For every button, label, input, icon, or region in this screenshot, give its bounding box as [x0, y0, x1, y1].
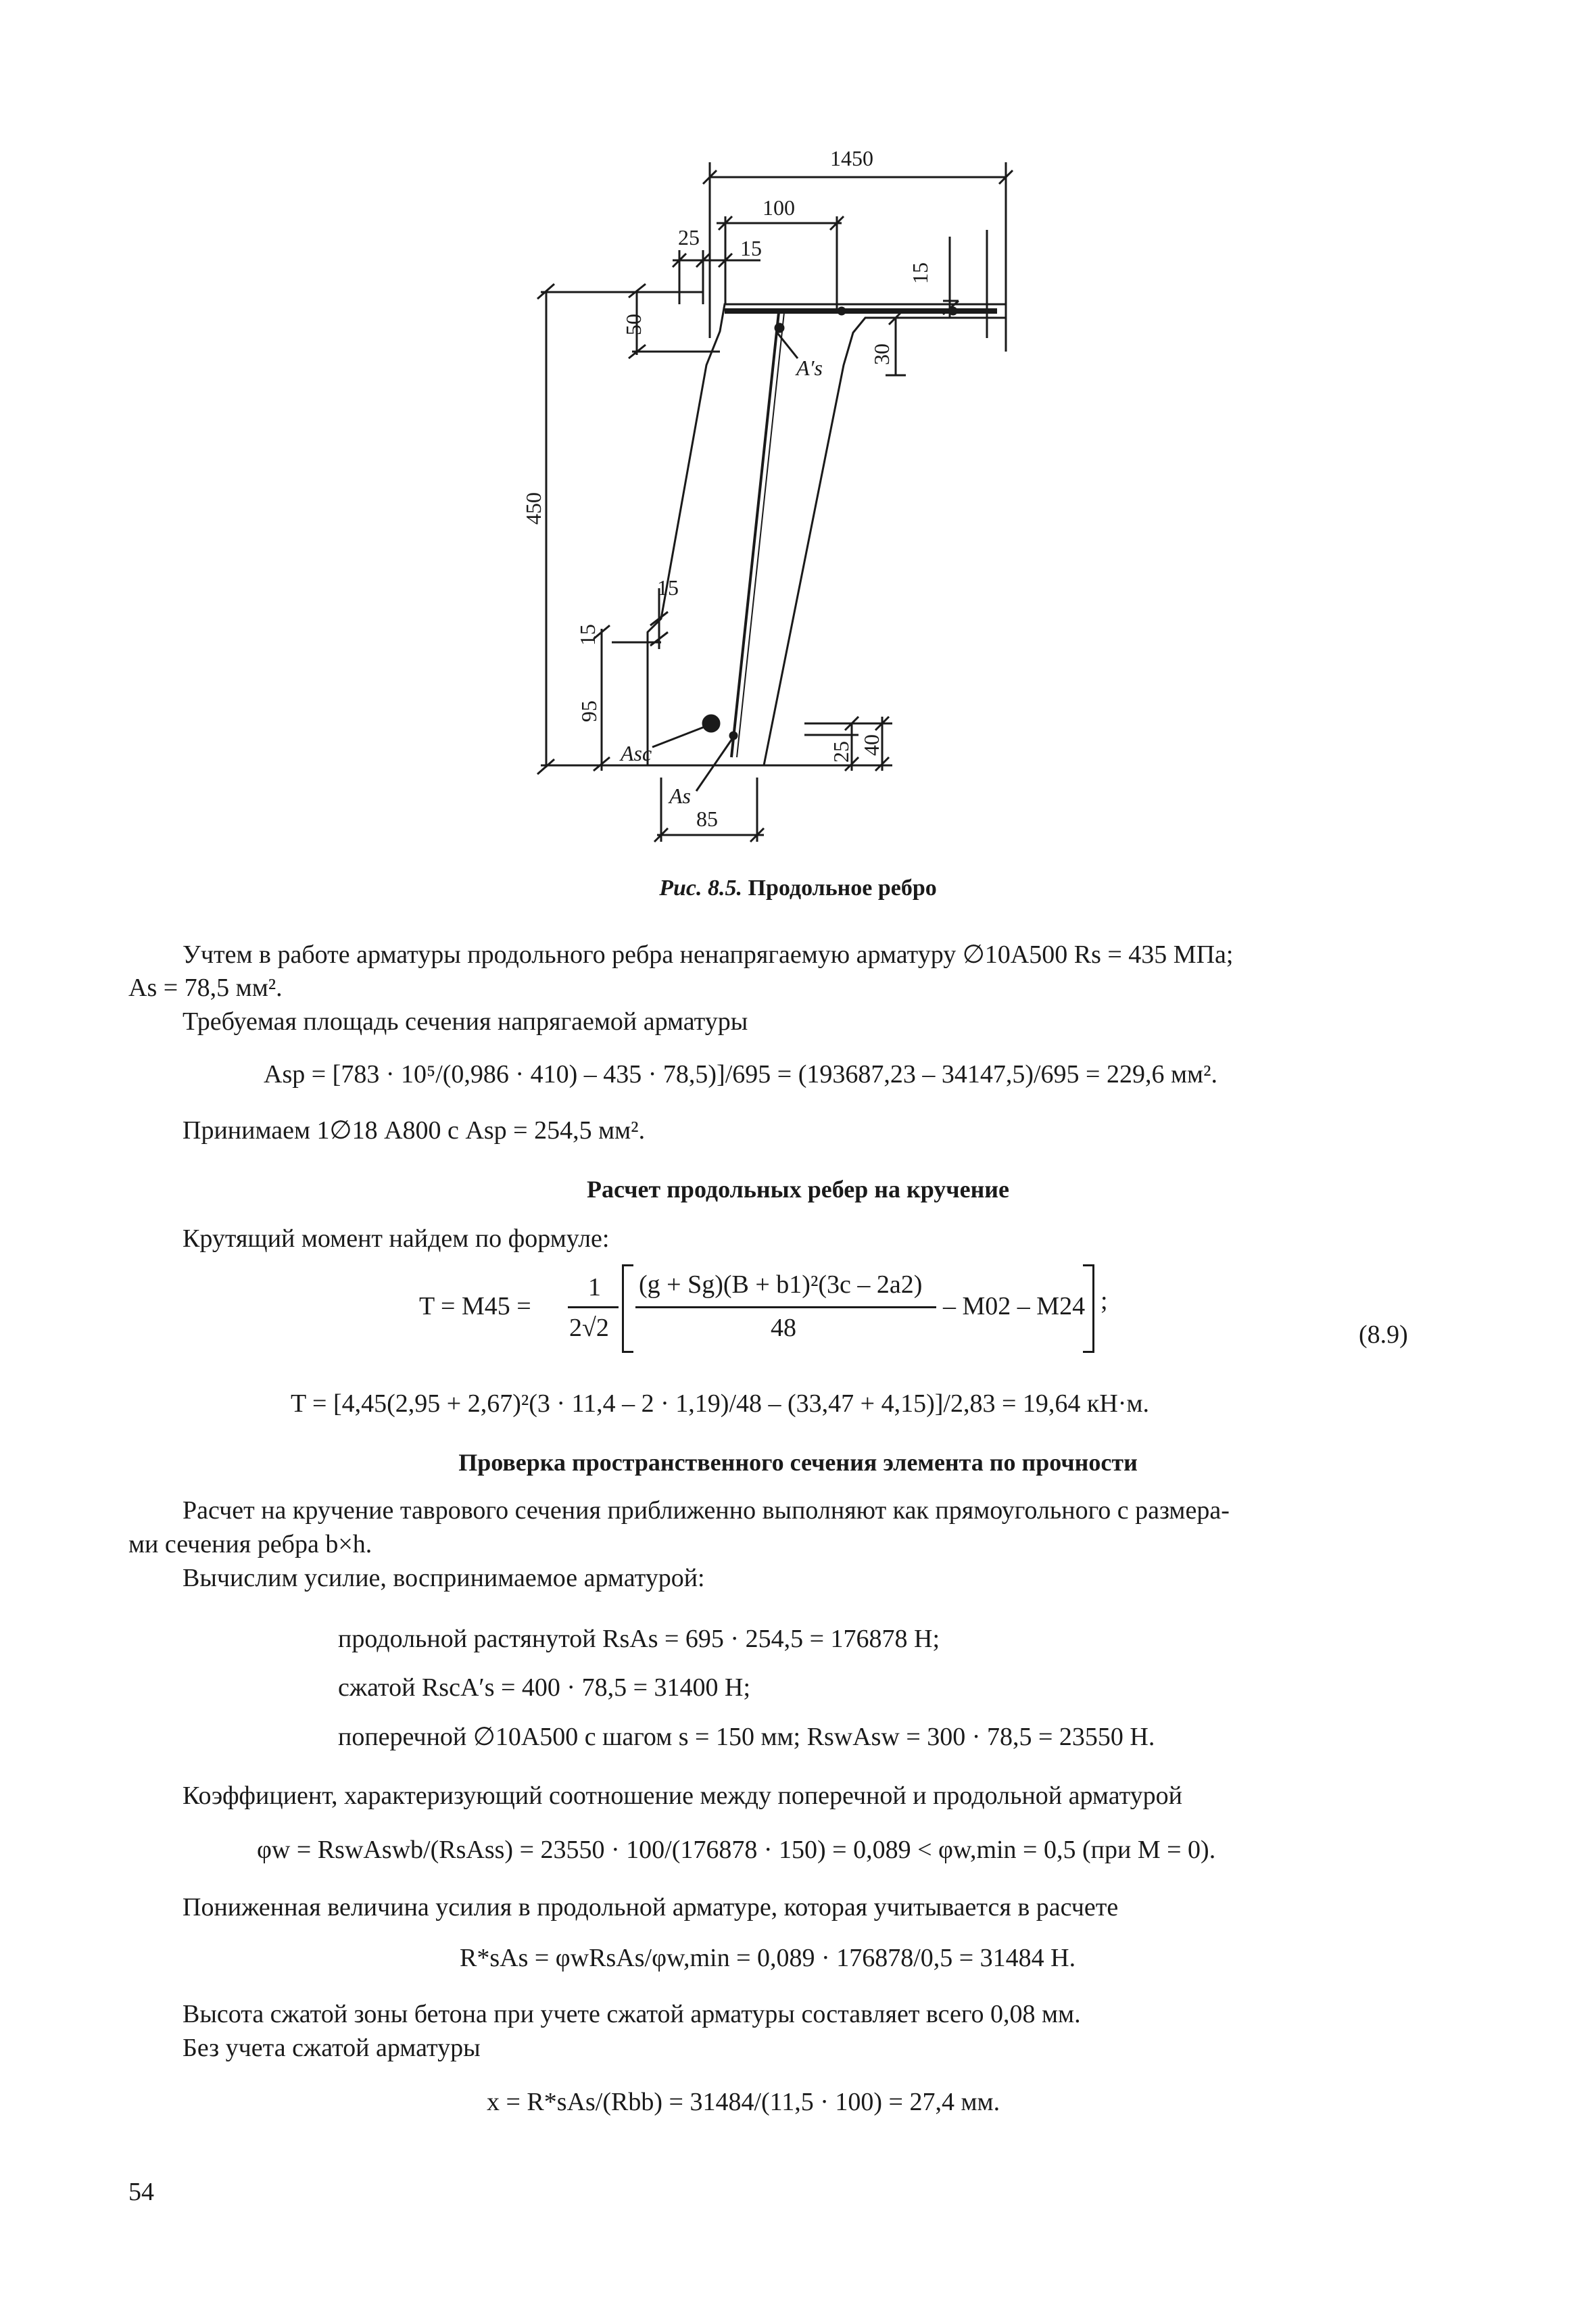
paragraph-1-line-1: Учтем в работе арматуры продольного ребра ненапрягаемую арматуру ∅10А500 Rs = 435 МПа;: [183, 940, 1234, 969]
rib-outline: [648, 304, 1006, 765]
dim-15-right: 15: [908, 262, 932, 284]
paragraph-1-line-2: As = 78,5 мм².: [128, 974, 283, 1002]
label-as: As: [669, 784, 691, 808]
label-asc: Asc: [621, 741, 652, 765]
dim-30: 30: [869, 343, 894, 365]
formula-8-9-number: (8.9): [1359, 1320, 1408, 1349]
formula-8-9-inner-den: 48: [771, 1314, 796, 1342]
dim-40: 40: [859, 734, 884, 756]
paragraph-5-line-2: ми сечения ребра b×h.: [128, 1530, 372, 1558]
formula-8-9-frac-den: 2√2: [569, 1314, 609, 1342]
paragraph-9: Высота сжатой зоны бетона при учете сжатой арматуры составляет всего 0,08 мм.: [183, 2000, 1081, 2028]
dim-15-left: 15: [657, 575, 679, 600]
label-as-prime: A′s: [796, 356, 823, 380]
dim-15-top: 15: [740, 236, 762, 260]
formula-t-value: T = [4,45(2,95 + 2,67)²(3 · 11,4 – 2 · 1,19)/48 – (33,47 + 4,15)]/2,83 = 19,64 кН·м.: [291, 1389, 1149, 1418]
formula-asp: Asp = [783 · 10⁵/(0,986 · 410) – 435 · 78,5)]/695 = (193687,23 – 34147,5)/695 = 229,6 мм².: [264, 1060, 1217, 1089]
formula-8-9-right-bracket: [1083, 1264, 1094, 1353]
list-item-transverse: поперечной ∅10А500 с шагом s = 150 мм; RswAsw = 300 · 78,5 = 23550 Н.: [338, 1723, 1155, 1751]
formula-8-9-lhs: T = M45 =: [419, 1292, 531, 1320]
dim-450: 450: [521, 492, 546, 525]
paragraph-4: Крутящий момент найдем по формуле:: [183, 1224, 610, 1253]
dim-1450: 1450: [830, 146, 873, 170]
caption-number: Рис. 8.5.: [659, 876, 742, 901]
dim-85: 85: [696, 807, 718, 831]
formula-8-9-frac-num: 1: [588, 1273, 601, 1302]
paragraph-2: Требуемая площадь сечения напрягаемой арматуры: [183, 1007, 748, 1036]
dim-25-bottom: 25: [829, 741, 853, 763]
heading-torsion: Расчет продольных ребер на кручение: [586, 1176, 1010, 1203]
paragraph-7: Коэффициент, характеризующий соотношение между поперечной и продольной арматурой: [183, 1782, 1183, 1810]
figure-caption: [0, 876, 1596, 901]
formula-x: x = R*sAs/(Rbb) = 31484/(11,5 · 100) = 27,4 мм.: [487, 2088, 1000, 2116]
caption-title: Продольное ребро: [748, 876, 937, 901]
formula-8-9-frac-bar: [568, 1306, 619, 1308]
dim-15-vert: 15: [575, 624, 600, 646]
list-item-compressed: сжатой RscA′s = 400 · 78,5 = 31400 Н;: [338, 1673, 751, 1702]
paragraph-10: Без учета сжатой арматуры: [183, 2034, 481, 2062]
dim-50: 50: [621, 314, 646, 335]
formula-8-9-semicolon: ;: [1101, 1287, 1108, 1315]
formula-8-9-left-bracket: [622, 1264, 633, 1353]
formula-8-9-tail: – M02 – M24: [943, 1292, 1086, 1320]
page-number: 54: [128, 2178, 154, 2206]
heading-spatial-section: Проверка пространственного сечения элемента по прочности: [458, 1449, 1138, 1476]
formula-phi-w: φw = RswAswb/(RsAss) = 23550 · 100/(176878 · 150) = 0,089 < φw,min = 0,5 (при M = 0).: [257, 1836, 1216, 1864]
rib-cross-section-drawing: [0, 0, 1596, 879]
paragraph-6: Вычислим усилие, воспринимаемое арматурой:: [183, 1564, 705, 1592]
formula-reduced-force: R*sAs = φwRsAs/φw,min = 0,089 · 176878/0,5 = 31484 Н.: [460, 1944, 1076, 1972]
dim-25: 25: [678, 225, 700, 249]
paragraph-8: Пониженная величина усилия в продольной арматуре, которая учитывается в расчете: [183, 1893, 1119, 1922]
formula-8-9-inner-num: (g + Sg)(B + b1)²(3c – 2a2): [639, 1270, 923, 1299]
paragraph-3: Принимаем 1∅18 А800 с Asp = 254,5 мм².: [183, 1116, 646, 1145]
dim-100: 100: [763, 195, 795, 220]
list-item-tensile: продольной растянутой RsAs = 695 · 254,5 = 176878 Н;: [338, 1625, 940, 1653]
formula-8-9-inner-bar: [635, 1306, 936, 1308]
dim-95: 95: [577, 700, 601, 722]
paragraph-5-line-1: Расчет на кручение таврового сечения приближенно выполняют как прямоугольного с размера-: [183, 1496, 1230, 1525]
